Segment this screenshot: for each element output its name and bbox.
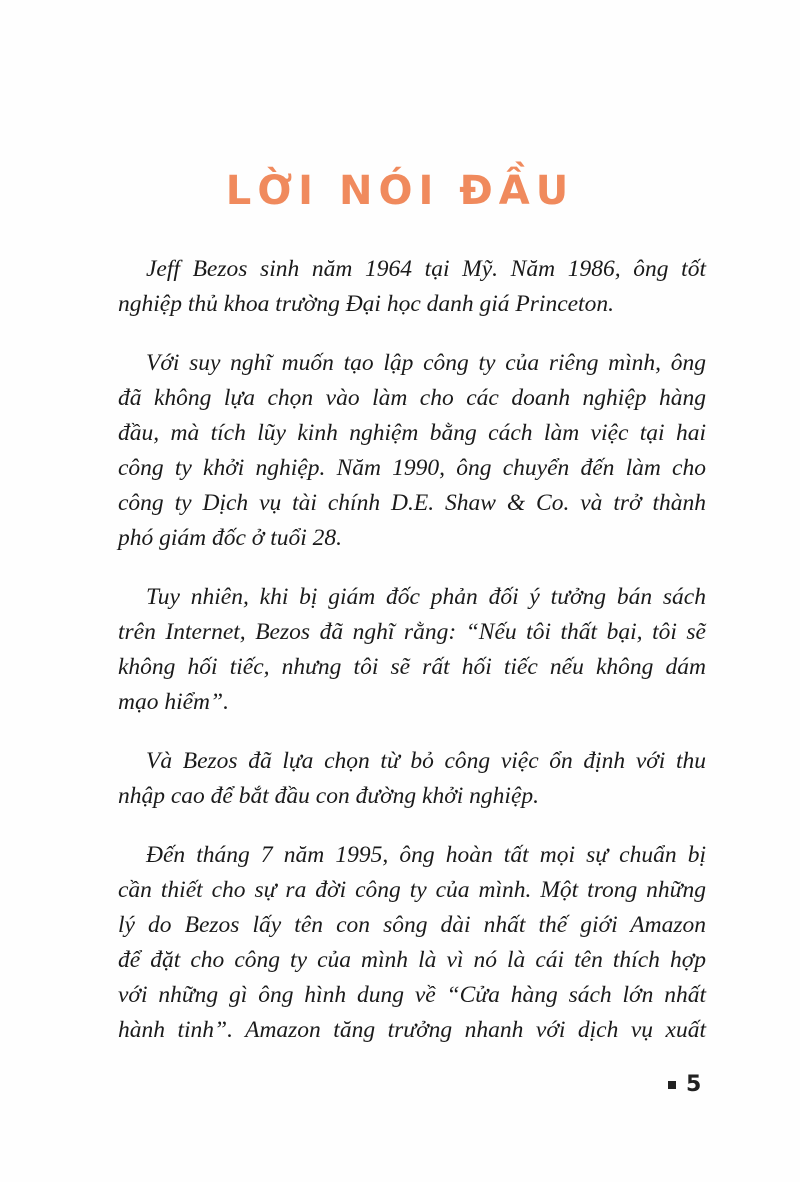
text-line: nghiệp thủ khoa trường Đại học danh giá Princeton.: [118, 291, 614, 317]
text-line: Jeff Bezos sinh năm 1964 tại Mỹ. Năm 1986, ông tốt: [146, 256, 706, 282]
text-line: trên Internet, Bezos đã nghĩ rằng: “Nếu tôi thất bại, tôi sẽ: [118, 619, 706, 645]
text-line: Và Bezos đã lựa chọn từ bỏ công việc ổn định với thu: [146, 748, 706, 774]
text-line: phó giám đốc ở tuổi 28.: [118, 525, 343, 551]
text-line: hành tinh”. Amazon tăng trưởng nhanh với dịch vụ xuất: [118, 1017, 706, 1043]
paragraph: [118, 346, 706, 556]
body-text: [118, 252, 706, 1072]
paragraph: [118, 252, 706, 322]
paragraph: [118, 838, 706, 1048]
paragraph: [118, 580, 706, 720]
text-line: Đến tháng 7 năm 1995, ông hoàn tất mọi sự chuẩn bị: [146, 842, 706, 868]
text-line: để đặt cho công ty của mình là vì nó là cái tên thích hợp: [118, 947, 706, 973]
text-line: Tuy nhiên, khi bị giám đốc phản đối ý tưởng bán sách: [146, 584, 706, 610]
text-line: công ty khởi nghiệp. Năm 1990, ông chuyển đến làm cho: [118, 455, 706, 481]
text-line: công ty Dịch vụ tài chính D.E. Shaw & Co. và trở thành: [118, 490, 706, 516]
paragraph: [118, 744, 706, 814]
text-line: mạo hiểm”.: [118, 689, 229, 715]
text-line: cần thiết cho sự ra đời công ty của mình. Một trong những: [118, 877, 706, 903]
chapter-title: LỜI NÓI ĐẦU: [225, 168, 575, 214]
text-line: không hối tiếc, nhưng tôi sẽ rất hối tiếc nếu không dám: [118, 654, 706, 680]
bullet-icon: [668, 1081, 676, 1089]
text-line: đầu, mà tích lũy kinh nghiệm bằng cách làm việc tại hai: [118, 420, 706, 446]
page-number: [668, 1072, 701, 1097]
text-line: với những gì ông hình dung về “Cửa hàng sách lớn nhất: [118, 982, 706, 1008]
text-line: lý do Bezos lấy tên con sông dài nhất thế giới Amazon: [118, 912, 706, 938]
text-line: Với suy nghĩ muốn tạo lập công ty của riêng mình, ông: [146, 350, 706, 376]
text-line: nhập cao để bắt đầu con đường khởi nghiệp.: [118, 783, 540, 809]
text-line: đã không lựa chọn vào làm cho các doanh nghiệp hàng: [118, 385, 706, 411]
page-number-value: 5: [686, 1072, 702, 1097]
